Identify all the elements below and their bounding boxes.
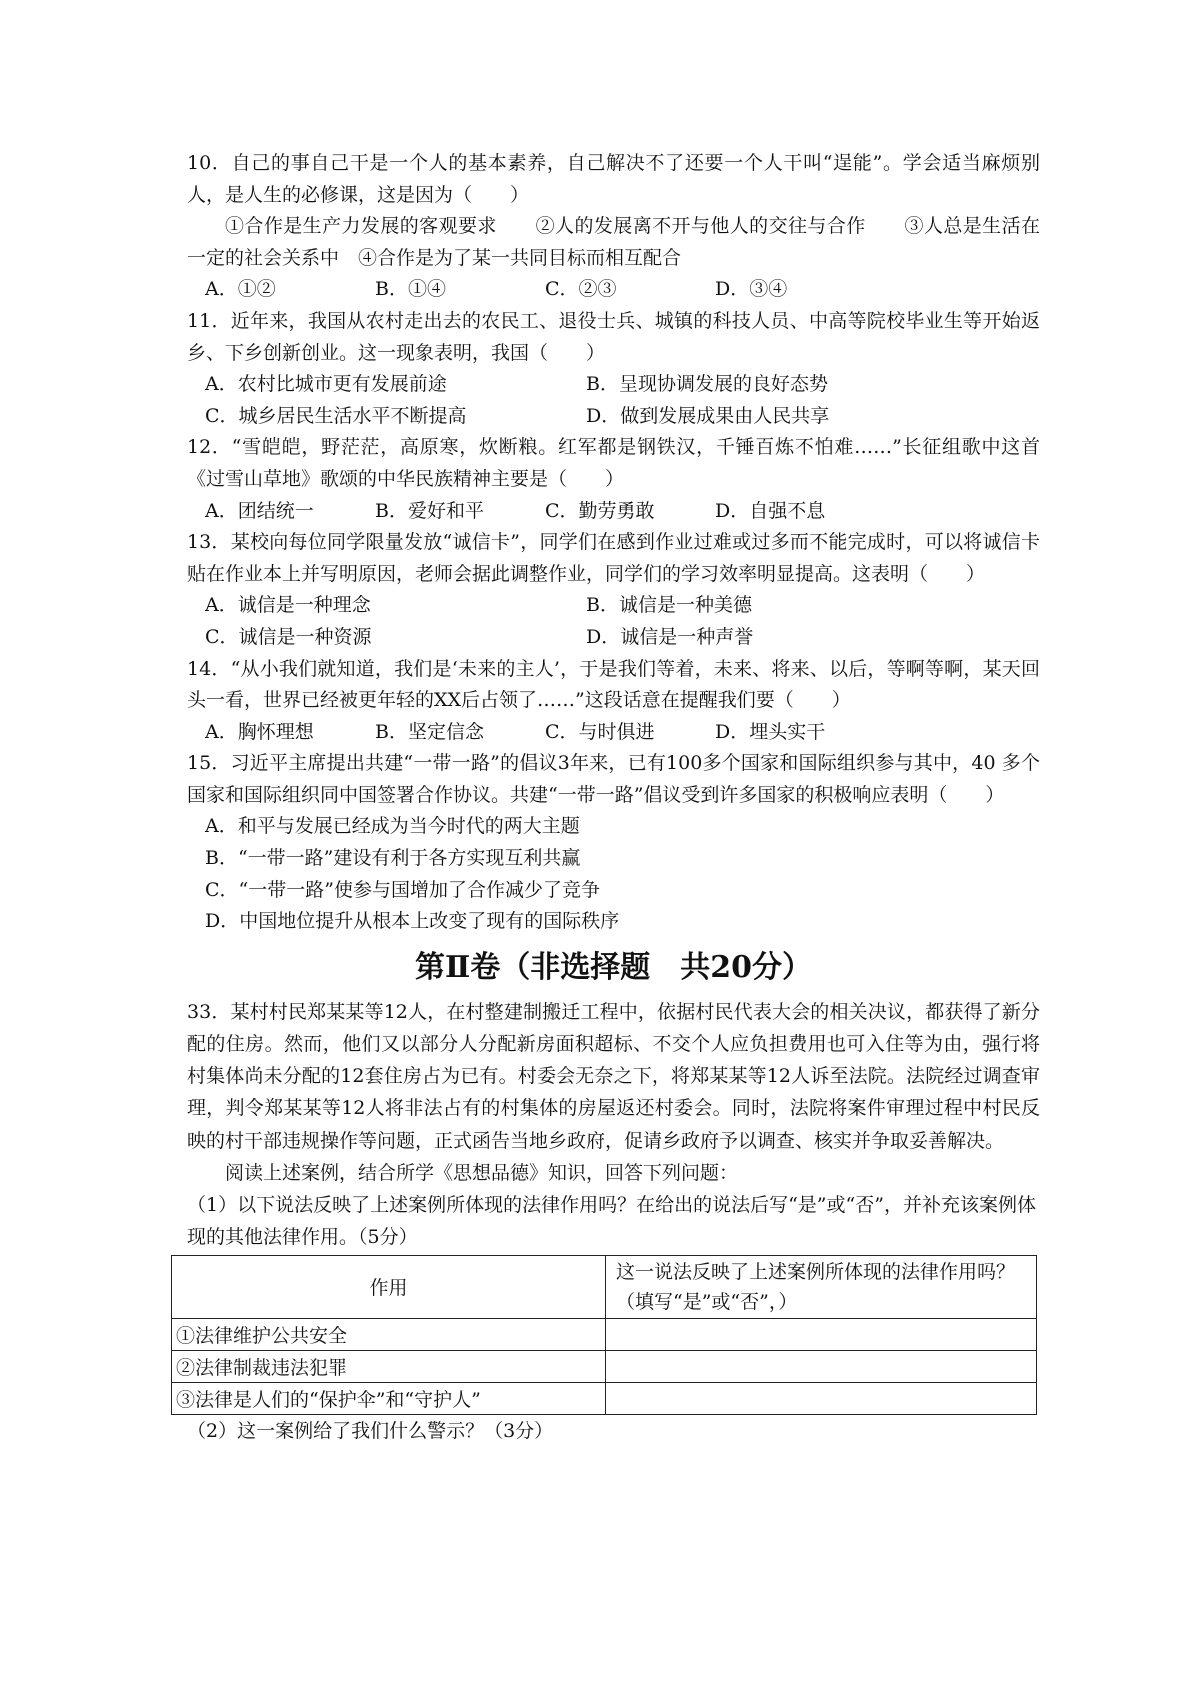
- answer-cell[interactable]: [606, 1382, 1037, 1414]
- question-stem: 11．近年来，我国从农村走出去的农民工、退役士兵、城镇的科技人员、中高等院校毕业生等开始返乡、下乡创新创业。这一现象表明，我国（ ）: [187, 309, 1040, 364]
- answer-cell[interactable]: [606, 1318, 1037, 1350]
- options-row: [187, 622, 1040, 654]
- question-statements: ①合作是生产力发展的客观要求 ②人的发展离不开与他人的交往与合作 ③人总是生活在一定的社会关系中 ④合作是为了某一共同目标而相互配合: [187, 215, 1040, 269]
- table-row: [172, 1382, 1037, 1414]
- option-b: B．呈现协调发展的良好态势: [586, 373, 828, 396]
- option-a: A．诚信是一种理念: [205, 594, 371, 617]
- answer-cell[interactable]: [606, 1350, 1037, 1382]
- option-d: D．做到发展成果由人民共享: [586, 404, 830, 427]
- option-c: C．勤劳勇敢: [545, 499, 655, 522]
- option-b: B．坚定信念: [375, 720, 484, 743]
- options-row: [187, 496, 1040, 528]
- table-row: [172, 1318, 1037, 1350]
- options-row: [187, 590, 1040, 622]
- option-a: A．①②: [205, 278, 276, 301]
- option-d: D．中国地位提升从根本上改变了现有的国际秩序: [205, 910, 620, 933]
- question-stem: 15．习近平主席提出共建“一带一路”的倡议3年来，已有100多个国家和国际组织参与其中，40 多个国家和国际组织同中国签署合作协议。共建“一带一路”倡议受到许多国家的积极响应表明（ ）: [187, 752, 1040, 806]
- question-12: [187, 432, 1040, 527]
- option-a: A．团结统一: [205, 499, 314, 522]
- option-d: D．自强不息: [715, 499, 826, 522]
- answer-table: [171, 1255, 1037, 1415]
- question-10: [187, 148, 1040, 306]
- option-d: D．③④: [715, 278, 788, 301]
- section-title: 第Ⅱ卷（非选择题 共20分）: [414, 949, 813, 985]
- question-33-stem: 33．某村村民郑某某等12人，在村整建制搬迁工程中，依据村民代表大会的相关决议，都获得了新分配的住房。然而，他们又以部分人分配新房面积超标、不交个人应负担费用也可入住等为由，强行将村集体尚未分配的12套住房占为已有。村委会无奈之下，将郑某某等12人诉至法院。法院经过调查审理，判令郑某某等12人将非法占有的村集体的房屋返还村委会。同时，法院将案件审理过程中村民反映的村干部违规操作等问题，正式函告当地乡政府，促请乡政府予以调查、核实并争取妥善解决。: [187, 1000, 1040, 1152]
- options-row: [187, 717, 1040, 749]
- table-cell-statement: ③法律是人们的“保护伞”和“守护人”: [172, 1382, 606, 1414]
- option-c: C．②③: [545, 278, 617, 301]
- option-a: A．农村比城市更有发展前途: [205, 373, 447, 396]
- option-c: C．“一带一路”使参与国增加了合作减少了竞争: [205, 878, 600, 901]
- options-list: [187, 811, 1040, 937]
- option-c: C．诚信是一种资源: [205, 625, 372, 648]
- option-a: A．胸怀理想: [205, 720, 314, 743]
- table-header-answer: 这一说法反映了上述案例所体现的法律作用吗？（填写“是”或“否”，）: [606, 1255, 1037, 1318]
- sub-question-2: （2）这一案例给了我们什么警示？（3分）: [187, 1419, 554, 1442]
- question-stem: 12．“雪皑皑，野茫茫，高原寒，炊断粮。红军都是钢铁汉，千锤百炼不怕难……”长征组歌中这首《过雪山草地》歌颂的中华民族精神主要是（ ）: [187, 436, 1040, 490]
- exam-content: [176, 148, 1040, 1447]
- option-d: D．埋头实干: [715, 720, 826, 743]
- option-b: B．诚信是一种美德: [586, 594, 752, 617]
- options-row: [187, 401, 1040, 433]
- question-13: [187, 527, 1040, 653]
- option-b: B．①④: [375, 278, 446, 301]
- option-b: B．“一带一路”建设有利于各方实现互利共赢: [205, 847, 581, 870]
- question-14: [187, 654, 1040, 749]
- table-header-function: 作用: [172, 1255, 606, 1318]
- option-c: C．城乡居民生活水平不断提高: [205, 404, 467, 427]
- option-d: D．诚信是一种声誉: [586, 625, 754, 648]
- option-b: B．爱好和平: [375, 499, 484, 522]
- question-stem: 13．某校向每位同学限量发放“诚信卡”，同学们在感到作业过难或过多而不能完成时，可以将诚信卡贴在作业本上并写明原因，老师会据此调整作业，同学们的学习效率明显提高。这表明（ ）: [187, 531, 1040, 585]
- table-row: [172, 1350, 1037, 1382]
- option-c: C．与时俱进: [545, 720, 655, 743]
- question-stem: 10．自己的事自己干是一个人的基本素养，自己解决不了还要一个人干叫“逞能”。学会适当麻烦别人，是人生的必修课，这是因为（ ）: [187, 152, 1040, 206]
- options-row: [187, 274, 1040, 306]
- options-row: [187, 369, 1040, 401]
- table-cell-statement: ②法律制裁违法犯罪: [172, 1350, 606, 1382]
- question-stem: 14．“从小我们就知道，我们是‘未来的主人’，于是我们等着，未来、将来、以后，等啊等啊，某天回头一看，世界已经被更年轻的XX后占领了……”这段话意在提醒我们要（ ）: [187, 657, 1040, 712]
- table-cell-statement: ①法律维护公共安全: [172, 1318, 606, 1350]
- question-11: [187, 306, 1040, 432]
- question-33-instruction: 阅读上述案例，结合所学《思想品德》知识，回答下列问题：: [225, 1161, 739, 1184]
- sub-question-1: （1）以下说法反映了上述案例所体现的法律作用吗？在给出的说法后写“是”或“否”，并补充该案例体现的其他法律作用。（5分）: [187, 1193, 1036, 1248]
- option-a: A．和平与发展已经成为当今时代的两大主题: [205, 815, 580, 838]
- question-15: [187, 748, 1040, 938]
